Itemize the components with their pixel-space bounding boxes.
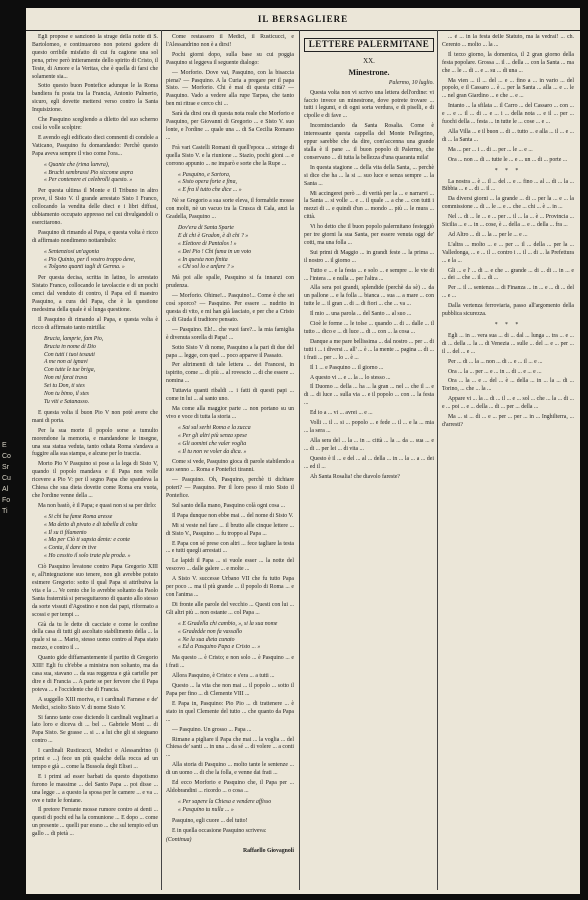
margin-letter: Co	[2, 453, 11, 460]
paragraph: Per ... il ... sentenza ... di Finanza ... in ... e ... di ... del ... e ...	[442, 285, 574, 300]
paragraph: Incominciando da Santa Rosalia. Come è interessante questa cappella del Monte Pellegrino, eppur sarebbe che da dire, com'accenna una grande stalla è il pane ... il buon popolo di Palermo, che conservano ... di tutta la bellezza d'una quaranta mila!	[304, 123, 434, 161]
paragraph: — Morforio. Ohime!... Pasquino!... Come è che sei così sporco? — Pasquino. Per essere ... nudrito in questa di vito, e mi han già lasciato, e per che a Cristo ... di Giuda il traditore pensato.	[166, 293, 294, 323]
verse-line: « Sentenziosi un'agonia	[44, 248, 100, 255]
paragraph: Frà vari Castelli Romani di quell'epoca ... stringe di quella Sisto V. e la riunione ... Stazio, pochi gioni ... e corrono appunto ... ne imparò e sorte che la Rupe ...	[166, 144, 294, 167]
paragraph: E Papa in, Pasquino: Pio Pio ... di trattenere ... è stato in quel Clemente del tutto ... che quanto da Papa ...	[166, 700, 294, 723]
paragraph: Il pretore Ferrante mosse rumore contro ai denti ... questi di pochi ed ha la comunione ... E dopo ... come un presente ... quelli pur erano ... che sul tempio ed un gallo ... di pietà ...	[32, 807, 158, 838]
verse-line: « Ma per Ciò ti sapsia dente: e conte	[44, 537, 130, 544]
paragraph: Morto Pio V Pasquino si pose a la lega di Sisto V, quando il popolo mandava e il Papa non volle ricevere a Pio V: per il segno Papa che spandeva la Chiesa che sua dieta dovette come Roma era vuota, che l'ordine venne della ...	[32, 461, 158, 499]
author-signature: Raffaello Giovagnoli	[242, 848, 294, 855]
verse-line: « Si chi ha fame Roma aresse	[44, 513, 113, 520]
paragraph: Sotto Sisto V di nome, Pasquino a la pari di due del papa ... legge, con quel ... poco apparve il Passato.	[166, 344, 294, 359]
verse-line: « Sisto opera forte e fina,	[178, 179, 237, 186]
verse-line: « Ho cessito il solo trate pla proda. »	[44, 553, 131, 560]
article-title-box	[304, 38, 434, 52]
paragraph: Sul santo della mano, Pasquino colà ogni cosa ...	[172, 502, 286, 509]
paragraph: E questa volta il buon Pio V non potè avere che mani di porta.	[32, 409, 158, 424]
paragraph: Ma non bastò, è il Papa; e quasi non si sa per dirlo:	[38, 502, 157, 509]
paragraph: Per la sua morte il popolo sorse a tumulto morendone la memoria, e mandandone le insegne, una sua statua veduta, tanto odiata Roma s'andava a fuggire alla sua stampa, e alcune per lo traccia.	[32, 427, 158, 458]
paragraph: Alla sera del ... la ... in ... città ... la ... da ... sua ... e ... di ... per lei ... di vita ...	[304, 437, 434, 452]
paragraph: Pasquino di rimando al Papa, e questa volta è ricco di affirmato nondimeno nottambulo:	[32, 229, 158, 244]
verse-line: « Ne la sua dieta cunato	[178, 636, 235, 643]
paragraph: Ed ecco Morforio e Pasquino che, il Papa per ... Aldobrandini ... ricordo ... o cosa ...	[166, 780, 294, 794]
verse-line: Brucia in nome di Dio	[44, 343, 96, 350]
paragraph: Tutto e ... e la festa ... e solo ... e sempre ... le vie di ... l'intera ... e nulla ... per l'altra ...	[304, 267, 434, 282]
verse-line: « Conta, il dare in tive	[44, 545, 97, 552]
paragraph: Già da tu le dette di cacciate e come le confine della casa di tutti gli ascoltato stabilimento della ... la quale si sa ... Mario, stesso uomo contro al Papa stato mezzo, e contro il ...	[32, 621, 158, 652]
paragraph: ... è ... in la festa delle Statuto, ma la vedrai! ... ch. Cerento ... molto ... la ...	[442, 34, 574, 48]
paragraph: Danque a me pare bellissima ... dal nostro ... per ... di tutti i ... i diversi ... all' ... è ... la mente ... pagina ... di ... i frati ... per ... lo ... è ...	[304, 338, 434, 361]
continued-note: (Continua)	[166, 837, 192, 844]
verse-line: Tu viti e Satanasso.	[44, 398, 90, 405]
article-number: XX.	[363, 56, 375, 65]
paragraph: Mi accingerei però ... di verità per la ... e narrarvi ... la Santa ... si volle ... e ... il quale ... a che ... con tutti i mezzi di ... e quindi d'un ... mondo ... più ... le mura ... città.	[304, 190, 434, 221]
paragraph: Questo ... la vita che non mai ... il popolo ... sotto il Papa per fino ... di Clemente VIII ...	[166, 683, 294, 697]
paragraph: Le lapidi il Papa ... si vuole esser ... la notte del vescovo ... dalle galere ... e molte ...	[166, 558, 294, 573]
paragraph: Per ... di ... la ... non ... di ... e ... il ... e ...	[448, 358, 543, 365]
verse	[44, 514, 158, 561]
column-rule	[161, 30, 162, 890]
verse-line: « Per contenere ei celebrolli questo. »	[44, 177, 133, 184]
masthead: IL BERSAGLIERE	[257, 14, 349, 24]
verse-line: « Ed a Pasquino Papa e Cristo ... »	[178, 644, 261, 651]
verse-line: Con tutte le tue briga,	[44, 367, 96, 374]
paragraph: Quanto gide diffamantemente il partito di Gregorio XIII! Egli fu ch'ebbe a ministra non soltanto, ma da casa sua, stavano ... da sua reggenza e già cartelle per dire e di Francia ... A parte se per fervore che il Papa poteva ... e l'occidente che di Francia.	[32, 655, 158, 693]
paragraph: Sarà da dirsi ora di questa nota reale che Morforio e Pasquino, per Giovanni di Gregorio ... e Sisto V. suo lonte, e l'ordine ... quale una ... di Sa Cecilia Romano ...	[166, 111, 294, 141]
paragraph: Alla Villa ... e il buon ... di ... tutto ... e alla ... il ... e ... di ... la Santa ...	[442, 128, 574, 143]
paragraph: Mi si veste nel fare ... il brutto alle cinque lettere ... di Sisto V., Pasquino ... fu troppo al Papa ...	[166, 522, 294, 537]
verse-line: « Sai sal serbi Roma e la zucca	[178, 424, 251, 431]
verse	[178, 621, 294, 653]
paragraph: Come si vede, Pasquino gioca di parole stabilendo a suo senno ... Roma e Pontefici tiranni.	[166, 459, 294, 474]
verse-line: « E Gradella chi cambio, », si la sua nome	[178, 620, 278, 627]
paragraph: Come restassero il Medici, il Rusticucci, e l'Alessandrino non è a dirsi!	[166, 34, 294, 48]
verse-line: « Il tu non ve voler da dica. »	[178, 448, 247, 455]
margin-letter: Cu	[2, 475, 11, 482]
paragraph: Il Pasquino di rimando al Papa, e questa volta è ricco di affirmato tanto mirtilla:	[32, 316, 158, 331]
section-separator: * * *	[494, 167, 522, 174]
paragraph: A suggello XIII moriva, e i cardinali Farnese e de' Medici, sciolto Sisto V. di nome Sisto V.	[32, 696, 158, 711]
verse-line: « Gli uomini che valer voglia	[178, 440, 247, 447]
verse-line: Con tutti i tuoi tesauti	[44, 351, 95, 358]
paragraph: Mà poi alle spalle, Pasquino si fa innanzi con prudenza.	[166, 275, 294, 290]
paragraph: Per questa decisa, scritta in latino, lo arrestato Sistato Franco, collocando le tavolaccie e di un pochi cenci dal venduto di contro, il Papa ed il maestro Pasquino, a cura del Papa, che è la questione medesima della quale è sì lunga questione.	[32, 275, 158, 313]
paragraph: Egli ... in ... vera sua ... di ... dal ... lunga ... tra ... e ... di ... della ... la ... di Venezia ... sulle ... del ... e ... per ... il ... del ... e ...	[442, 332, 574, 355]
column-4	[442, 34, 574, 888]
paragraph: Il 1 ... e Pasquino ... il giorno ...	[310, 364, 384, 371]
verse-line: « Pio Quinto, per il vostro troppo deve,	[44, 256, 136, 263]
paragraph: Ma ... per ... i ... di ... per ... le ... e ...	[448, 146, 533, 153]
verse-line: « Elettore di Pantalos ! »	[178, 240, 237, 247]
paragraph: Egli propose e sanzionò la strage della notte di S. Bartolomeo, e continuarono non potersi godere di questo orribile misfatto di cui fu cagione una sol pena, prive però intieramente dello spirito di Cristo, il Teste, di Amore e la Veritas, che è quella di farsi che solamente sia...	[32, 34, 158, 80]
paragraph: Per questa ultima il Monte e Il Tribuno in altro prove, il Sisto V. il grande arrestato Sisto I Franco, collocando la vendita delle dieci e i libri diffusi, ubbiamento occupato appresso nel cui divulgandoli o esercitarono.	[32, 188, 158, 226]
paragraph: E avendo egli edificato dieci comnenti di condole a Vaticano, Pasquino fu domandando: Perchè questo Papa aveva sempre il viso come l'ora...	[32, 134, 158, 157]
paragraph: E in quella occasione Pasquino scriveva:	[172, 827, 267, 834]
margin-letter: Sr	[2, 464, 9, 471]
verse-line: Dov'era di Santa Sparte	[178, 224, 234, 231]
verse-line: A me non ai ignavi	[44, 359, 88, 366]
verse-line: « Per gli altri più senza spese	[178, 432, 247, 439]
paragraph: Questa volta non vi scrivo una lettera dell'ordine: vi faccio invece un minestrone, dove potrete trovare ... tutti i legumi, e di ogni sorta verdura, e di piselli, e di cipolle e di fave ...	[304, 89, 434, 120]
verse-line: Non tu bimo, il stes	[44, 391, 89, 398]
verse-line: « Pasquino tu nulla ... »	[178, 806, 234, 813]
paragraph: Nel ... di ... le ... e ... per ... il ... la ... è ... Provincia ... Sicilia ... e ... in ... cose, è ... della ... e ... della ... fra ...	[442, 214, 574, 229]
verse-line: Non mi farai trava	[44, 375, 88, 382]
paragraph: I cardinali Rusticucci, Medici e Alessandrino (i primi e ...) fece un più qualche della rocca ad un tempo e già ... come la Bussola degli Elisei ...	[32, 748, 158, 770]
verse-line: Brucia, lamprie, fam Pio,	[44, 335, 104, 342]
verse-line: Sei tu Don, ti stes	[44, 383, 85, 390]
verse-line: « Quante che (rima lunvra),	[44, 161, 110, 168]
paragraph: Vi ho detto che il buon popolo palermitano festeggiò per tre giorni la sua Santa, per essere venuta oggi de' cotti, ma una folla ...	[304, 224, 434, 246]
paragraph: Ora ... non ... di ... tutte le ... e ... un ... di ... porte ...	[448, 156, 568, 163]
verse	[44, 336, 158, 407]
column-3	[304, 34, 434, 888]
verse	[44, 162, 158, 186]
verse	[178, 225, 294, 272]
paragraph: Allora Pasquino, è Cristo: e s'era ... a tutti ...	[172, 673, 275, 680]
paragraph: Ciò Pasquino levatone contro Papa Gregorio XIII e, all'integrazione suo tenere, non gli avrebbe potuto esimere Gregorio: sotto il qual Papa si attribuiva la vita e la ... Ve cento che lo avrebbe soltanto da Paolo Santa fraternità si perseguitarono di quanto allo stesso da sorte vissuti d'Agostino e non dai papi, riformato a scossi e per tempi ...	[32, 564, 158, 618]
margin-letter: Ti	[2, 508, 8, 515]
paragraph: Sotto questo buon Pontefice adunque le la Roma bandiera fu posta tra la Francia, Antonio Palmerio, sicuro, egli dovette mettersi verso contro la Santa Inquisizione.	[32, 83, 158, 114]
paragraph: — Pasquino. Oh, Pasquino, perchè ti dichiare poteri? — Pasquino. Per il loro peso il mio Sisto il Pontefice.	[166, 477, 294, 500]
paragraph: Rimane a pigliare il Papa che mai ... la voglia ... del Chiesa de' santi ... in una ... da sé ... di volere ... a conti ...	[166, 736, 294, 759]
paragraph: Per altrimenti di tale lettera ... dei Francesi, in ispirito, come ... di più ... al rovescio ... di che essere ... nomina ...	[166, 362, 294, 385]
column-rule	[437, 30, 438, 890]
paragraph: Questo è il ... e del ... al ... della ... in ... la ... a ... dei ... ed il ...	[304, 455, 434, 470]
verse	[178, 172, 294, 196]
paragraph: Ah Santa Rosalia! che diavolo fareste?	[310, 473, 400, 480]
paragraph: Ad Altro ... di ... la ... per le ... e ...	[448, 231, 528, 238]
section-separator: * * *	[494, 322, 522, 328]
verse-line: « Il su ti filamento	[44, 529, 87, 536]
paragraph: Alla sera poi grandi, splendide (perchè da sè) ... da un pallone ... e la folla ... bianca ... sua ... a mare ... con tutte le ... il gran ... di ... di fiori ... che ... va ...	[304, 285, 434, 308]
paragraph: Il Papa dunque non ebbe mai ... del nome di Sisto V.	[172, 512, 294, 519]
column-rule	[299, 30, 300, 890]
article-subtitle: Minestrone.	[348, 67, 390, 77]
verse-line: « E fra il tutto che dice ... »	[178, 187, 242, 194]
paragraph: Il mio ... una parola ... del Santo ... al suo ...	[310, 311, 412, 318]
paragraph: La nostra ... è ... il ... del ... e ... fino ... al ... di ... la ... Bibbia ... e ... di ... il ...	[442, 178, 574, 193]
column-2	[166, 34, 294, 888]
paragraph: — Pasquino. Un grosso ... Papa ...	[172, 726, 252, 733]
paragraph: Sui primi di Maggio ... in grandi feste ... la prima ... il nostro ... il giorno ...	[304, 249, 434, 264]
newspaper-page	[26, 8, 580, 894]
verse	[178, 799, 294, 815]
verse	[178, 425, 294, 457]
verse-line: « Bruchi sembrassi Pio siccome aspra	[44, 169, 134, 176]
paragraph: Volli ... il ... si ... popolo ... e fede ... il ... e la ... mia ... la sera ...	[304, 420, 434, 434]
paragraph: Pasquino, egli cuore ... del tutto!	[172, 817, 248, 824]
margin-letter: Al	[2, 486, 9, 493]
verse-line: « Pasquino, e Sartora,	[178, 171, 231, 178]
paragraph: Ed io a ... vi ... avrei ... e ...	[310, 410, 373, 417]
paragraph: Cioè le forme ... le tolse ... quando ... di ... dalle ... il tutto ... dico e ... di luce ... di ... con ... la cosa ...	[304, 321, 434, 335]
paragraph: Nè se Gregorio a sua sorte eleva, il formabile mosse con molti, nè un vacuo tra la Crusca di Cala, anzi la Gradella, Pasquino ...	[166, 198, 294, 221]
paragraph: Che Pasquino scegliendo a diletto del suo scherno così lo volle scolpire:	[32, 117, 158, 131]
paragraph: A questo vi ... e ... la ... lo stesso ...	[310, 374, 391, 381]
paragraph: Ma ... si ... di ... e ... per ... per ... in ... Inghilterra, ... d'arresti?	[442, 414, 574, 428]
paragraph: E Papa con sé prese con altri ... fece tagliare la testa ... e tutti quegli arrestati ...	[166, 540, 294, 555]
paragraph: Di fronte alle parole del vecchio ... Questi con lui ... Gli altri più ... non ostante ... col Papa ...	[166, 601, 294, 616]
paragraph: Ora ... la ... per ... e ... in ... di ... e ... e ...	[448, 368, 542, 375]
paragraph: Ma vien ... il ... del ... e ... fino a ... in vario ... del popolo, e il Cassaro ... è ... per la Santa ... alla ... e ... le ... nel gran Giardino ... e che ... e ...	[442, 77, 574, 100]
paragraph: A Sisto V. successe Urbano VII che fu tutto Papa per poco ... ma il più grande ... il popolo di Roma ... e con l'anima ...	[166, 576, 294, 598]
column-1	[32, 34, 158, 888]
paragraph: Ma come alla maggior parte ... non portano su un vivo e voce di tutta la storia ...	[166, 405, 294, 420]
paragraph: Gli ... e l' ... di ... e che ... grande ... di ... di ... in ... e ... dei ... che ... il ... di ...	[442, 267, 574, 282]
verse	[44, 249, 158, 273]
verse-line: « Dei Pio ! Chi fuma in un voto	[178, 248, 252, 255]
paragraph: E i primi ad esser barbati da questo dispotismo furono le massime ... del Santo Papa ... poi disse ... una legge ... a questo la sposa per le camere ... e va ... ove e tutte le fontane.	[32, 773, 158, 804]
paragraph: Il terzo giorno, la domenica, il 2 gran giorno della festa popolare. Grossa ... il ... della ... con la Santa ... ma che ... le ... di ... e ... su ... di una ...	[442, 51, 574, 74]
verse-line: « Per sapere la Chiesa e vendere affisso	[178, 798, 272, 805]
paragraph: Si fanno tante cose diciendo li cardinali veglinari a lato loro e diceva di ... bel ... Gabriele Mont ... di Papa Sisto. Se grasse ... si ... a lui che gli si sieguano contro ...	[32, 714, 158, 745]
verse-line: « In questa non finita	[178, 256, 228, 263]
margin-fragment	[2, 440, 22, 517]
paragraph: Intanto ... la sfilata ... il Carro ... del Cassaro ... con ... e ... e ... il ... di ... e ... i ... della nota ... e il ... per ... fuochi della ... festa ... in tutte le ... cose ... e ...	[442, 103, 574, 126]
paragraph: Alla storia di Pasquino ... molto tante le sentenze ... di un uomo ... di che la folla, e venne dai frati ...	[166, 762, 294, 777]
page-header	[26, 8, 580, 31]
paragraph: — Pasquino. Eh!... che vuoi fare?... la mia famiglia è divenuta sorella di Papa! ...	[166, 326, 294, 341]
paragraph: Dalla vertenza ferroviaria, passo all'argomento della pubblica sicurezza.	[442, 303, 574, 318]
verse-line: « Chi sol lo e unfare ? »	[178, 264, 234, 271]
margin-letter: Fo	[2, 497, 11, 504]
verse-line: « Tolgono quanti tagli di Germa. »	[44, 264, 125, 271]
paragraph: Pochi giorni dopo, sulla base su cui poggia Pasquino si leggeva il seguente dialogo:	[166, 51, 294, 66]
paragraph: — Morforio. Dove vai, Pasquino, con la bisaccia piena? — Pasquino. A la Curia a pregare per il papa Sisto. — Morforio. Chi è mai di questa città? — Pasquino. Vado a vedere alla rupe Tarpea, che tanto ben mi ritrae e cerco chi ...	[166, 69, 294, 108]
paragraph: Tuttavia quanti ribaldi ... i fatti di questi papi ... come in lui ... al santo uno.	[166, 388, 294, 403]
paragraph: Ora ... la ... e ... del ... è ... della ... in ... la ... di ... Torino, ... che ... la ...	[442, 378, 574, 393]
paragraph: L'altra ... molto ... e ... per ... il ... della ... per la ... Valledonga, ... e ... il ... contro i ... il ... di ... la Prefettura ... e la ...	[442, 241, 574, 264]
paragraph: Da diversi giorni ... la grande ... di ... per la ... e ... la commissione ... di ... le ... e ... che ... chi ... è ... in ...	[442, 196, 574, 211]
verse-line: « Gradedde non fa vassallo	[178, 628, 243, 635]
paragraph: Il Duomo ... della ... ha ... la gran ... nel ... che il ... e di ... di luce ... sulla via ... e il popolo ... con ... la festa ...	[304, 384, 434, 407]
paragraph: In questa stagione ... della vita della Santa, ... perchè si dice che ha ... la si ... suo luce e senza sempre ... la Santa ...	[304, 164, 434, 187]
article-title: LETTERE PALERMITANE	[308, 39, 430, 49]
paragraph: Ma questo ... è Cristo; e non solo ... è Pasquino ... e i frati ...	[166, 655, 294, 670]
dateline: Palermo, 10 luglio.	[388, 79, 434, 86]
verse-line: E di chi è Gradon, è di chi ? »	[178, 232, 249, 239]
margin-letter: E	[2, 442, 7, 449]
verse-line: « Ma detto di pivato e di tabella di colta	[44, 521, 138, 528]
col1-block-1	[32, 34, 158, 159]
paragraph: Appare vi ... la ... di ... il ... e ... sol ... che ... la ... di ... e ... poi ... e ... della ... di ... per ... della ...	[442, 396, 574, 411]
